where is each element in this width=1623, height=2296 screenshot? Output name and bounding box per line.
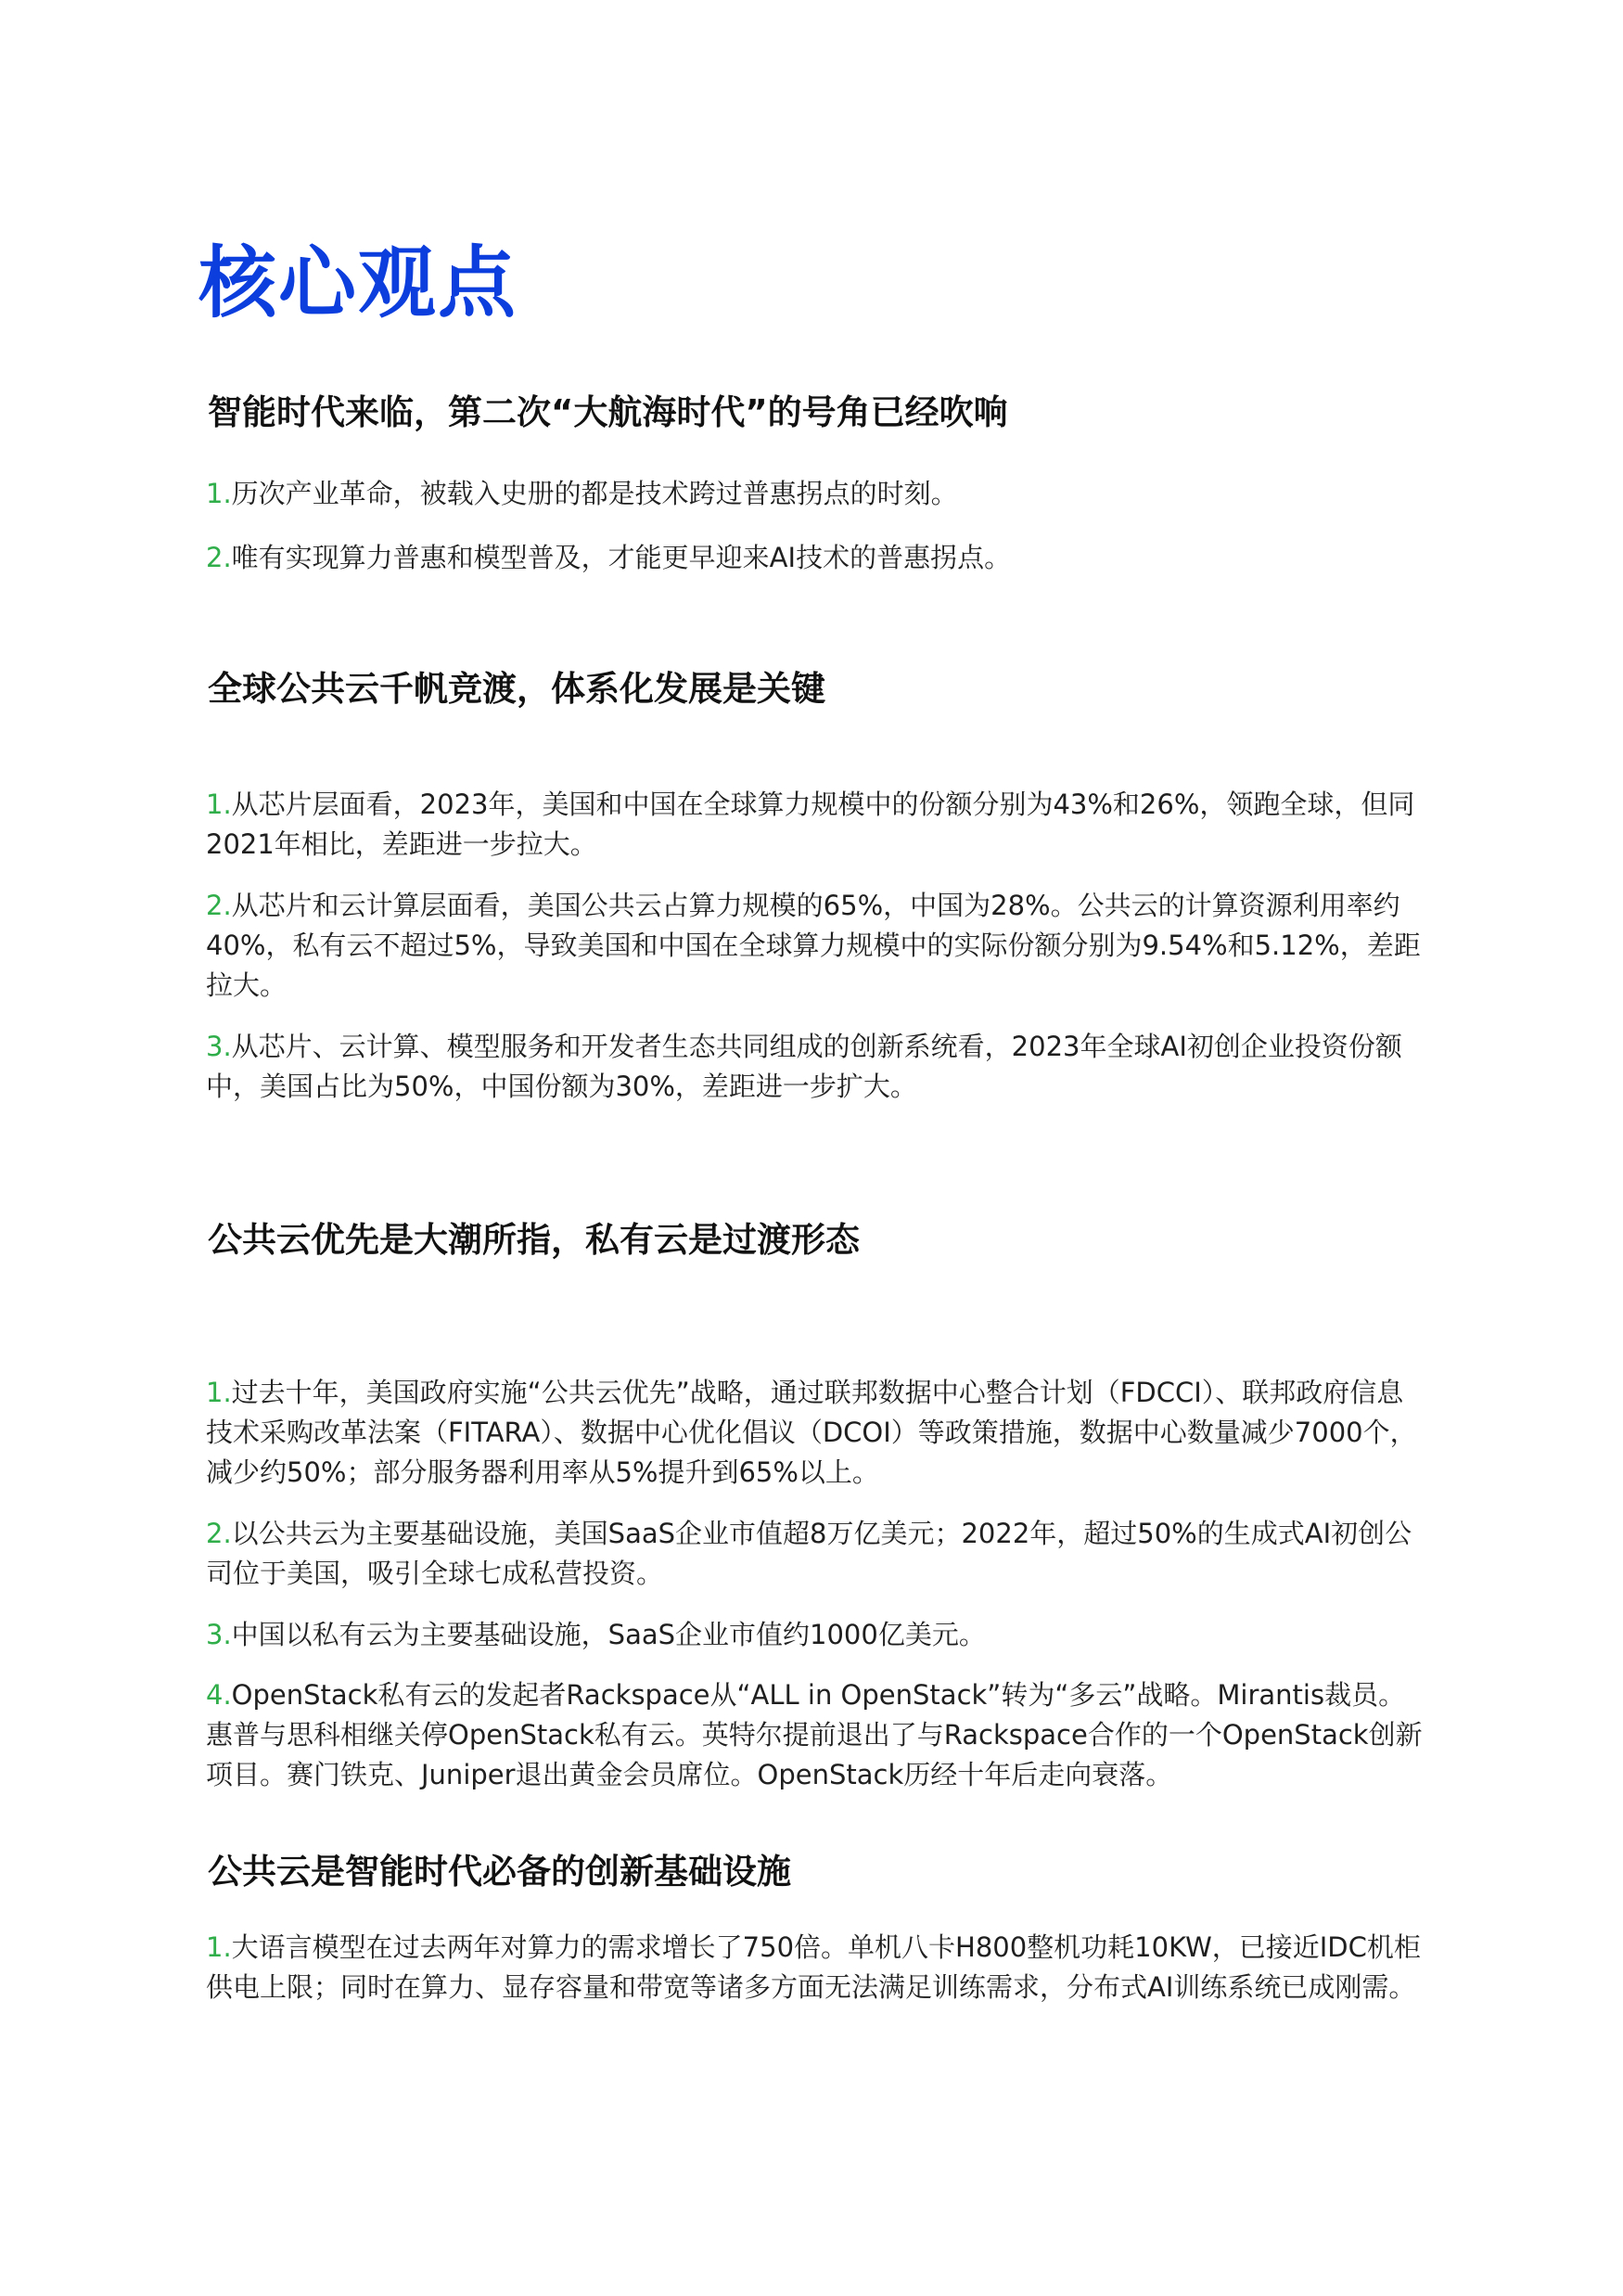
list-item bbox=[206, 1928, 1430, 2007]
list-item bbox=[206, 538, 1430, 578]
item-number: 2. bbox=[206, 1518, 232, 1549]
item-text: 历次产业革命，被载入史册的都是技术跨过普惠拐点的时刻。 bbox=[231, 478, 958, 509]
item-number: 1. bbox=[206, 789, 232, 820]
item-number: 3. bbox=[206, 1031, 232, 1062]
item-number: 1. bbox=[206, 478, 232, 509]
item-text: 从芯片层面看，2023年，美国和中国在全球算力规模中的份额分别为43%和26%，领跑全球，但同2021年相比，差距进一步拉大。 bbox=[206, 789, 1415, 860]
item-number: 2. bbox=[206, 890, 232, 921]
item-text: 从芯片、云计算、模型服务和开发者生态共同组成的创新系统看，2023年全球AI初创企业投资份额中，美国占比为50%，中国份额为30%，差距进一步扩大。 bbox=[206, 1031, 1402, 1102]
item-text: 以公共云为主要基础设施，美国SaaS企业市值超8万亿美元；2022年，超过50%的生成式AI初创公司位于美国，吸引全球七成私营投资。 bbox=[206, 1518, 1412, 1589]
item-number: 3. bbox=[206, 1619, 232, 1650]
page-title: 核心观点 bbox=[198, 237, 518, 328]
list-item bbox=[206, 1615, 1430, 1655]
item-text: 中国以私有云为主要基础设施，SaaS企业市值约1000亿美元。 bbox=[231, 1619, 986, 1650]
item-number: 4. bbox=[206, 1679, 232, 1711]
item-text: 大语言模型在过去两年对算力的需求增长了750倍。单机八卡H800整机功耗10KW，已接近IDC机柜供电上限；同时在算力、显存容量和带宽等诸多方面无法满足训练需求，分布式AI训练系统已成刚需。 bbox=[206, 1931, 1421, 2003]
item-text: 从芯片和云计算层面看，美国公共云占算力规模的65%，中国为28%。公共云的计算资源利用率约40%，私有云不超过5%，导致美国和中国在全球算力规模中的实际份额分别为9.54%和5.12%，差距拉大。 bbox=[206, 890, 1421, 1001]
section-heading-4: 公共云是智能时代必备的创新基础设施 bbox=[208, 1852, 791, 1892]
section-heading-1: 智能时代来临，第二次“大航海时代”的号角已经吹响 bbox=[208, 392, 1008, 432]
item-text: OpenStack私有云的发起者Rackspace从“ALL in OpenStack”转为“多云”战略。Mirantis裁员。惠普与思科相继关停OpenStack私有云。英特尔提前退出了与Rackspace合作的一个OpenStack创新项目。赛门铁克、Juniper退出黄金会员席位。OpenStack历经十年后走向衰落。 bbox=[206, 1679, 1423, 1790]
item-text: 过去十年，美国政府实施“公共云优先”战略，通过联邦数据中心整合计划（FDCCI）、联邦政府信息技术采购改革法案（FITARA）、数据中心优化倡议（DCOI）等政策措施，数据中心数量减少7000个，减少约50%；部分服务器利用率从5%提升到65%以上。 bbox=[206, 1377, 1417, 1488]
list-item bbox=[206, 886, 1430, 1006]
item-number: 2. bbox=[206, 542, 232, 573]
list-item bbox=[206, 1675, 1430, 1795]
list-item bbox=[206, 1027, 1430, 1107]
item-text: 唯有实现算力普惠和模型普及，才能更早迎来AI技术的普惠拐点。 bbox=[231, 542, 1012, 573]
item-number: 1. bbox=[206, 1377, 232, 1408]
item-number: 1. bbox=[206, 1931, 232, 1963]
list-item bbox=[206, 785, 1430, 865]
list-item bbox=[206, 474, 1430, 514]
list-item bbox=[206, 1514, 1430, 1594]
list-item bbox=[206, 1373, 1430, 1493]
section-heading-3: 公共云优先是大潮所指，私有云是过渡形态 bbox=[208, 1220, 860, 1260]
section-heading-2: 全球公共云千帆竞渡，体系化发展是关键 bbox=[208, 669, 825, 709]
